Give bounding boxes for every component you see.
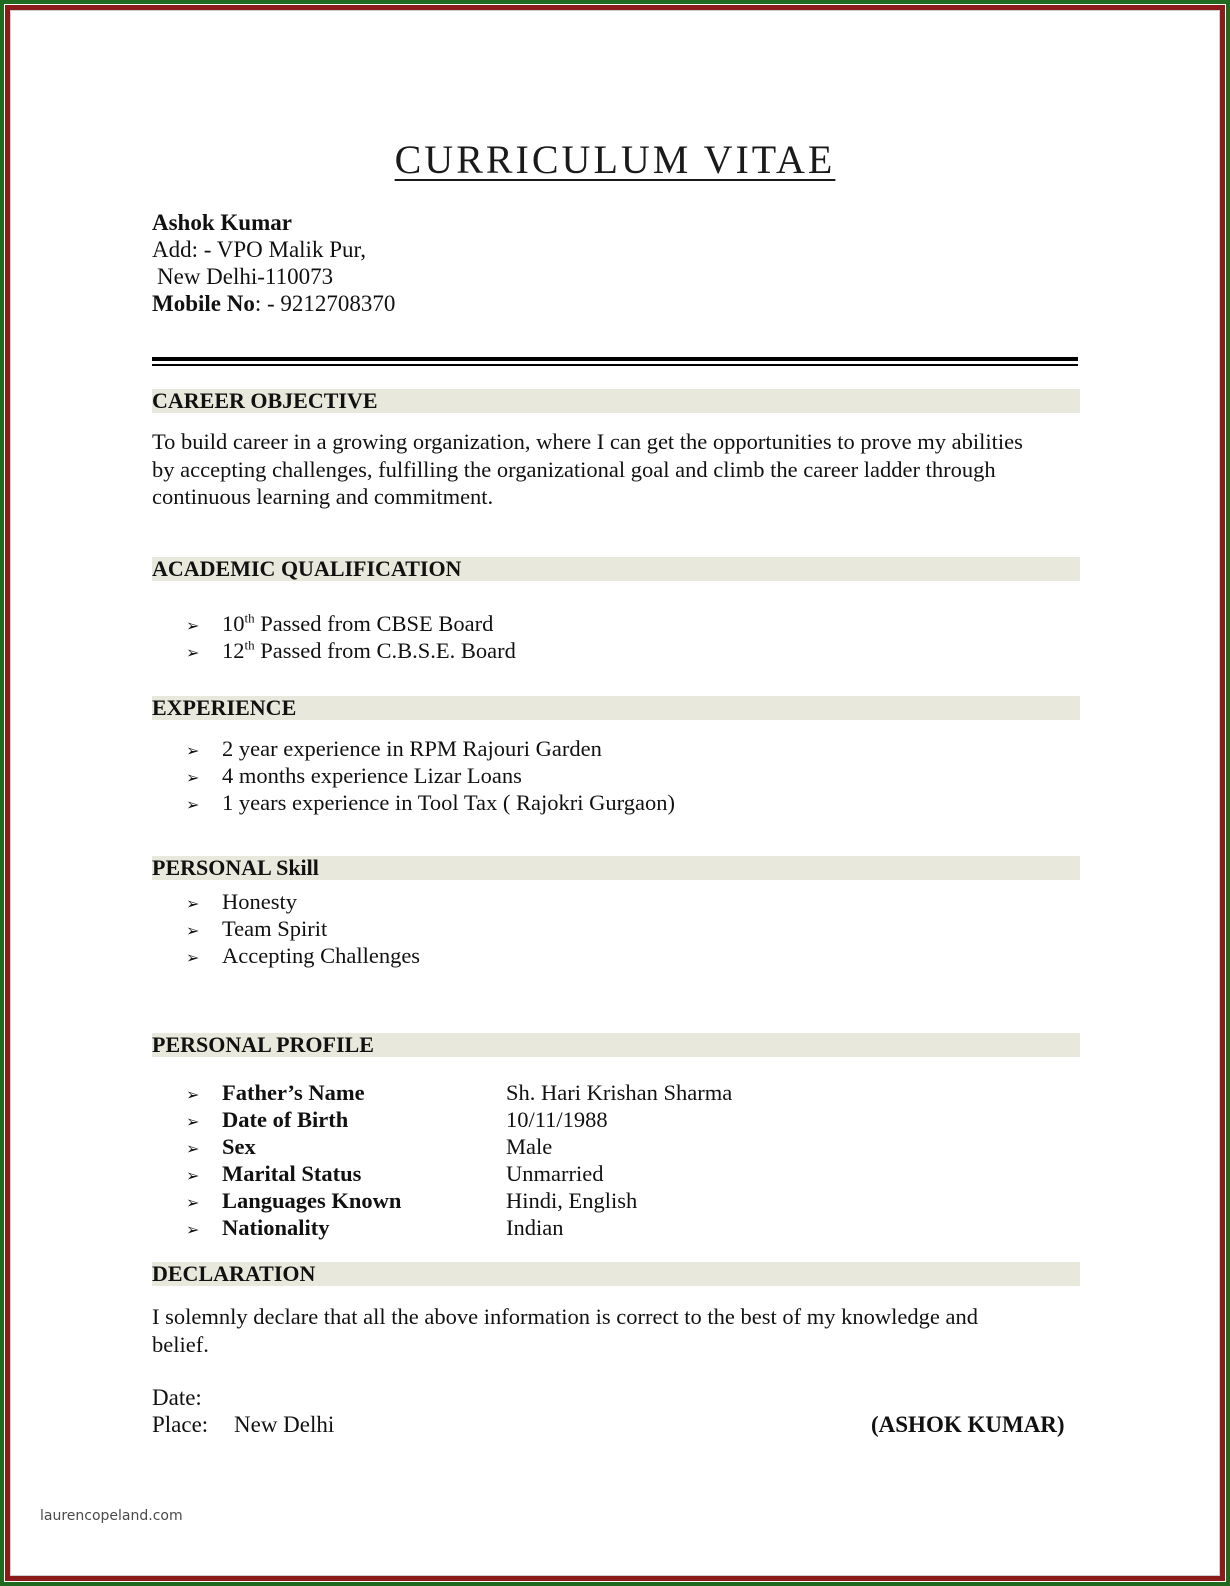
list-item: ➢ 2 year experience in RPM Rajouri Garden — [186, 735, 602, 764]
arrow-bullet-icon: ➢ — [186, 616, 200, 635]
document-title: CURRICULUM VITAE — [394, 137, 836, 182]
list-item: ➢ 10th Passed from CBSE Board — [186, 610, 493, 639]
list-item: ➢ 1 years experience in Tool Tax ( Rajokri Gurgaon) — [186, 789, 675, 818]
place-label: Place: — [152, 1412, 209, 1437]
section-heading-academic: ACADEMIC QUALIFICATION — [152, 556, 462, 581]
career-objective-text — [152, 428, 1082, 511]
section-heading-skill: PERSONAL Skill — [152, 855, 319, 880]
arrow-bullet-icon: ➢ — [186, 741, 200, 760]
address-line-2: New Delhi-110073 — [157, 264, 334, 289]
profile-row: ➢ Nationality Indian — [186, 1214, 563, 1243]
header-rule-thick — [152, 357, 1078, 361]
header-rule-thin — [152, 364, 1078, 366]
list-item: ➢ 12th Passed from C.B.S.E. Board — [186, 637, 516, 666]
declaration-line: belief. — [152, 1331, 209, 1357]
section-heading-declaration: DECLARATION — [152, 1261, 316, 1286]
profile-row: ➢ Languages Known Hindi, English — [186, 1187, 637, 1216]
section-heading-profile: PERSONAL PROFILE — [152, 1032, 374, 1057]
list-item: ➢ Honesty — [186, 888, 297, 917]
section-heading-experience: EXPERIENCE — [152, 695, 297, 720]
date-label: Date: — [152, 1385, 202, 1410]
place-value: New Delhi — [234, 1412, 335, 1437]
arrow-bullet-icon: ➢ — [186, 921, 200, 940]
mobile-line — [152, 290, 395, 317]
declaration-text — [152, 1303, 1082, 1358]
profile-row: ➢ Date of Birth 10/11/1988 — [186, 1106, 608, 1135]
arrow-bullet-icon: ➢ — [186, 948, 200, 967]
arrow-bullet-icon: ➢ — [186, 894, 200, 913]
arrow-bullet-icon: ➢ — [186, 768, 200, 787]
candidate-name: Ashok Kumar — [152, 210, 292, 235]
career-line: by accepting challenges, fulfilling the organizational goal and climb the career ladder through — [152, 456, 996, 482]
declaration-line: I solemnly declare that all the above information is correct to the best of my knowledge and — [152, 1304, 978, 1329]
list-item: ➢ Accepting Challenges — [186, 942, 420, 971]
list-item: ➢ Team Spirit — [186, 915, 327, 944]
mobile-label: Mobile No — [152, 291, 255, 316]
signature-name: (ASHOK KUMAR) — [871, 1412, 1065, 1437]
arrow-bullet-icon: ➢ — [186, 1220, 200, 1239]
address-line-1: Add: - VPO Malik Pur, — [152, 237, 366, 262]
list-item: ➢ 4 months experience Lizar Loans — [186, 762, 522, 791]
career-line: To build career in a growing organization, where I can get the opportunities to prove my abilities — [152, 429, 1023, 454]
profile-row: ➢ Father’s Name Sh. Hari Krishan Sharma — [186, 1079, 732, 1108]
arrow-bullet-icon: ➢ — [186, 1166, 200, 1185]
career-line: continuous learning and commitment. — [152, 484, 494, 509]
arrow-bullet-icon: ➢ — [186, 643, 200, 662]
arrow-bullet-icon: ➢ — [186, 795, 200, 814]
section-heading-career-objective: CAREER OBJECTIVE — [152, 388, 378, 413]
mobile-value: : - 9212708370 — [254, 291, 396, 316]
arrow-bullet-icon: ➢ — [186, 1193, 200, 1212]
arrow-bullet-icon: ➢ — [186, 1139, 200, 1158]
arrow-bullet-icon: ➢ — [186, 1085, 200, 1104]
profile-row: ➢ Marital Status Unmarried — [186, 1160, 603, 1189]
arrow-bullet-icon: ➢ — [186, 1112, 200, 1131]
profile-row: ➢ Sex Male — [186, 1133, 552, 1162]
watermark-text: laurencopeland.com — [40, 1508, 183, 1524]
